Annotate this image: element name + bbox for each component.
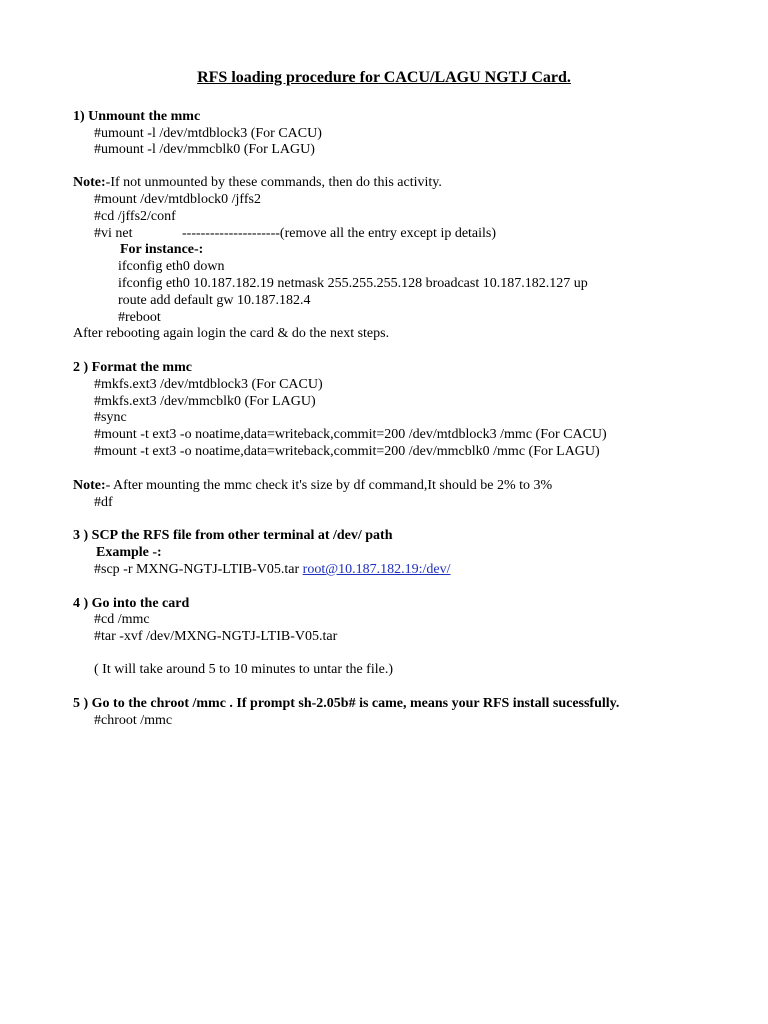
step2-command-4: #mount -t ext3 -o noatime,data=writeback,commit=200 /dev/mtdblock3 /mmc (For CACU) <box>94 427 607 442</box>
step2-command-5: #mount -t ext3 -o noatime,data=writeback,commit=200 /dev/mmcblk0 /mmc (For LAGU) <box>94 444 600 459</box>
instance-line-3: route add default gw 10.187.182.4 <box>118 293 311 308</box>
instance-label: For instance-: <box>120 242 204 257</box>
document-title-text: RFS loading procedure for CACU/LAGU NGTJ Card. <box>197 69 571 86</box>
after-reboot-text: After rebooting again login the card & do the next steps. <box>73 326 390 341</box>
step5-heading: 5 ) Go to the chroot /mmc . If prompt sh-2.05b# is came, means your RFS install sucessfully. <box>73 696 620 711</box>
note2 <box>73 477 552 494</box>
step2-heading: 2 ) Format the mmc <box>73 360 192 375</box>
step5-command: #chroot /mmc <box>94 713 173 728</box>
step3-command-line <box>94 561 451 578</box>
note1-label: Note: <box>73 175 106 190</box>
step4-remark: ( It will take around 5 to 10 minutes to untar the file.) <box>94 662 393 677</box>
note1-vi-command: #vi net <box>94 226 133 241</box>
step2-command-3: #sync <box>94 410 127 425</box>
note2-text: - After mounting the mmc check it's size by df command,It should be 2% to 3% <box>105 478 553 493</box>
step1-heading: 1) Unmount the mmc <box>73 109 201 124</box>
instance-line-2: ifconfig eth0 10.187.182.19 netmask 255.255.255.128 broadcast 10.187.182.127 up <box>118 276 588 291</box>
step4-command-2: #tar -xvf /dev/MXNG-NGTJ-LTIB-V05.tar <box>94 629 338 644</box>
note1-command-2: #cd /jffs2/conf <box>94 209 176 224</box>
scp-destination-link[interactable]: root@10.187.182.19:/dev/ <box>302 562 451 577</box>
step1-command-2: #umount -l /dev/mmcblk0 (For LAGU) <box>94 142 315 157</box>
note2-label: Note: <box>73 478 106 493</box>
step4-command-1: #cd /mmc <box>94 612 150 627</box>
scp-command: #scp -r MXNG-NGTJ-LTIB-V05.tar <box>94 562 300 577</box>
document-title <box>0 68 768 88</box>
note1-command-1: #mount /dev/mtdblock0 /jffs2 <box>94 192 261 207</box>
note1 <box>73 174 442 191</box>
step1-command-1: #umount -l /dev/mtdblock3 (For CACU) <box>94 126 322 141</box>
step2-command-1: #mkfs.ext3 /dev/mtdblock3 (For CACU) <box>94 377 323 392</box>
instance-line-4: #reboot <box>118 310 161 325</box>
step2-command-2: #mkfs.ext3 /dev/mmcblk0 (For LAGU) <box>94 394 316 409</box>
note2-command: #df <box>94 495 113 510</box>
note1-vi-comment: ---------------------(remove all the entry except ip details) <box>182 226 497 241</box>
note1-text: -If not unmounted by these commands, then do this activity. <box>105 175 442 190</box>
example-label: Example -: <box>96 545 162 560</box>
step3-heading: 3 ) SCP the RFS file from other terminal at /dev/ path <box>73 528 393 543</box>
step4-heading: 4 ) Go into the card <box>73 596 190 611</box>
instance-line-1: ifconfig eth0 down <box>118 259 225 274</box>
